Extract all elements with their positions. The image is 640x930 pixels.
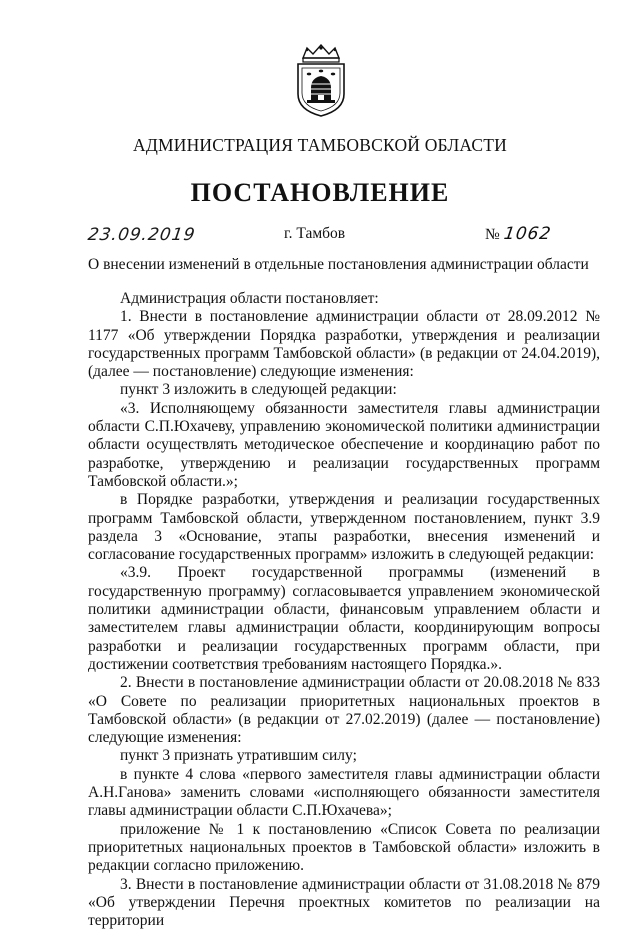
body-paragraph: «3. Исполняющему обязанности заместителя главы администрации области С.П.Юхачеву, управлению экономической политики администрации области осуществлять методическое обеспечение и координацию работ по разработке, утверждению и реализации государственных программ Тамбовской области.»;	[88, 400, 600, 491]
body-paragraph: 3. Внести в постановление администрации области от 31.08.2018 № 879 «Об утверждении Перечня проектных комитетов по реализации на территории	[88, 876, 600, 930]
body-paragraph: пункт 3 изложить в следующей редакции:	[88, 381, 600, 399]
body-paragraph: пункт 3 признать утратившим силу;	[88, 747, 600, 765]
document-number: 1062	[502, 224, 552, 244]
organization-name: АДМИНИСТРАЦИЯ ТАМБОВСКОЙ ОБЛАСТИ	[0, 135, 640, 156]
document-city: г. Тамбов	[284, 225, 345, 243]
number-label: №	[485, 226, 500, 243]
document-body	[88, 290, 600, 930]
coat-of-arms-icon	[294, 44, 348, 118]
document-subject: О внесении изменений в отдельные постановления администрации области	[88, 256, 589, 274]
body-paragraph: 2. Внести в постановление администрации области от 20.08.2018 № 833 «О Совете по реализации приоритетных национальных проектов в Тамбовской области» (в редакции от 27.02.2019) (далее — постановление) следующие изменения:	[88, 674, 600, 747]
body-paragraph: «3.9. Проект государственной программы (изменений в государственную программу) согласовывается управлением экономической политики администрации области, финансовым управлением области и заместителем главы администрации области, координирующим вопросы разработки и реализации государственных программ области, при достижении соответствия требованиям настоящего Порядка.».	[88, 564, 600, 674]
document-type-title: ПОСТАНОВЛЕНИЕ	[0, 178, 640, 208]
body-paragraph: Администрация области постановляет:	[88, 290, 600, 308]
body-paragraph: 1. Внести в постановление администрации области от 28.09.2012 № 1177 «Об утверждении Порядка разработки, утверждения и реализации государственных программ Тамбовской области» (в редакции от 24.04.2019), (далее — постановление) следующие изменения:	[88, 308, 600, 381]
body-paragraph: в Порядке разработки, утверждения и реализации государственных программ Тамбовской области, утвержденном постановлением, пункт 3.9 раздела 3 «Основание, этапы разработки, внесения изменений и согласование государственных программ» изложить в следующей редакции:	[88, 491, 600, 564]
body-paragraph: в пункте 4 слова «первого заместителя главы администрации области А.Н.Ганова» заменить словами «исполняющего обязанности заместителя главы администрации области С.П.Юхачева»;	[88, 766, 600, 821]
body-paragraph: приложение № 1 к постановлению «Список Совета по реализации приоритетных национальных проектов в Тамбовской области» изложить в редакции согласно приложению.	[88, 821, 600, 876]
document-number-block	[485, 224, 551, 244]
document-date: 23.09.2019	[87, 225, 197, 245]
